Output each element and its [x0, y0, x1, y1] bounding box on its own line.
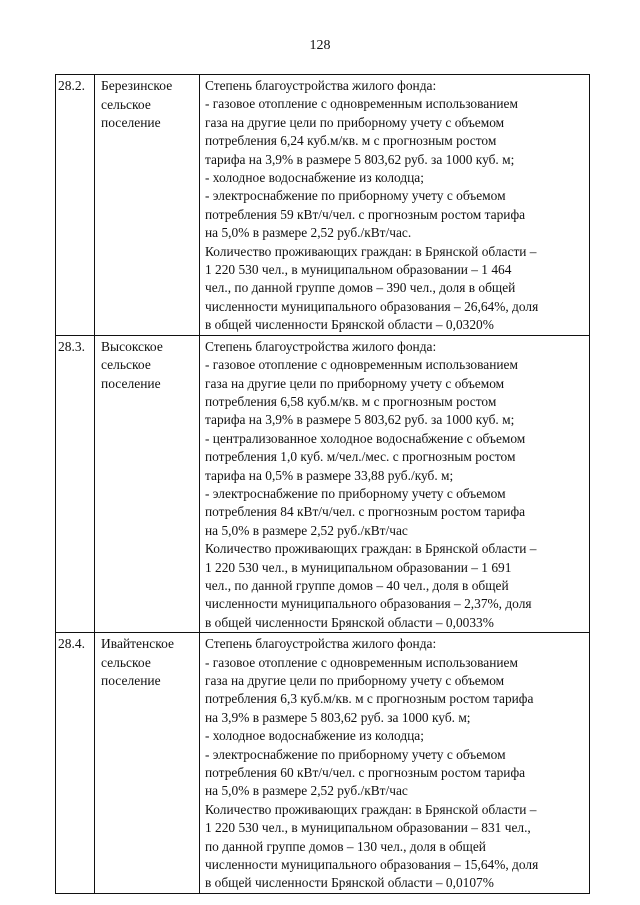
- description-line: чел., по данной группе домов – 40 чел., доля в общей: [205, 577, 509, 593]
- description-line: на 5,0% в размере 2,52 руб./кВт/час: [205, 522, 408, 538]
- description-line: - холодное водоснабжение из колодца;: [205, 728, 424, 744]
- settlement-name-cell: [95, 633, 200, 894]
- description-line: потребления 59 кВт/ч/чел. с прогнозным ростом тарифа: [205, 206, 526, 222]
- description-line: 1 220 530 чел., в муниципальном образовании – 1 464: [205, 262, 512, 278]
- description-line: тарифа на 3,9% в размере 5 803,62 руб. за 1000 куб. м;: [205, 412, 515, 428]
- settlement-name-line: поселение: [101, 375, 161, 391]
- row-number-cell: [56, 335, 95, 633]
- table-row: [56, 633, 590, 894]
- description-line: в общей численности Брянской области – 0,0107%: [205, 875, 494, 891]
- description-line: в общей численности Брянской области – 0,0033%: [205, 614, 494, 630]
- description-line: в общей численности Брянской области – 0,0320%: [205, 317, 494, 333]
- description-line: Степень благоустройства жилого фонда:: [205, 636, 437, 652]
- settlement-name-line: поселение: [101, 115, 161, 130]
- table-row: [56, 75, 590, 336]
- description-cell: [200, 75, 590, 336]
- row-number: 28.3.: [58, 338, 85, 354]
- settlement-name-line: Высокское: [101, 338, 163, 354]
- description-line: газа на другие цели по приборному учету с объемом: [205, 673, 505, 688]
- page-number: 128: [309, 38, 331, 53]
- description-line: 1 220 530 чел., в муниципальном образовании – 831 чел.,: [205, 820, 531, 836]
- description-line: - электроснабжение по приборному учету с объемом: [205, 485, 506, 501]
- description-line: потребления 6,3 куб.м/кв. м с прогнозным ростом тарифа: [205, 691, 534, 707]
- settlement-name-cell: [95, 75, 200, 336]
- settlement-name-line: сельское: [101, 357, 151, 373]
- settlement-name: [95, 633, 199, 691]
- description-line: потребления 84 кВт/ч/чел. с прогнозным ростом тарифа: [205, 504, 526, 520]
- settlement-name-line: Березинское: [101, 78, 173, 93]
- description-line: потребления 6,24 куб.м/кв. м с прогнозным ростом: [205, 133, 497, 149]
- table-row: [56, 335, 590, 633]
- description-line: на 5,0% в размере 2,52 руб./кВт/час.: [205, 225, 412, 241]
- description-line: на 5,0% в размере 2,52 руб./кВт/час: [205, 783, 408, 799]
- row-number-cell: [56, 633, 95, 894]
- table-body: [56, 75, 590, 894]
- description-line: на 3,9% в размере 5 803,62 руб. за 1000 куб. м;: [205, 709, 471, 725]
- settlement-name-line: поселение: [101, 673, 161, 689]
- settlement-name-cell: [95, 335, 200, 633]
- description-line: потребления 1,0 куб. м/чел./мес. с прогнозным ростом: [205, 449, 516, 465]
- settlement-name: [95, 75, 199, 133]
- description-line: 1 220 530 чел., в муниципальном образовании – 1 691: [205, 559, 512, 575]
- description-cell: [200, 335, 590, 633]
- description-line: газа на другие цели по приборному учету с объемом: [205, 114, 505, 130]
- row-number: 28.2.: [58, 78, 85, 93]
- description-line: Степень благоустройства жилого фонда:: [205, 78, 437, 93]
- description-line: Количество проживающих граждан: в Брянской области –: [205, 243, 537, 259]
- description-line: численности муниципального образования – 15,64%, доля: [205, 857, 539, 873]
- settlement-name: [95, 336, 199, 394]
- description-line: - централизованное холодное водоснабжение с объемом: [205, 430, 526, 446]
- description-line: - электроснабжение по приборному учету с объемом: [205, 188, 506, 204]
- description-cell: [200, 633, 590, 894]
- description-line: Степень благоустройства жилого фонда:: [205, 338, 437, 354]
- description-text: [200, 75, 589, 335]
- settlement-name-line: Ивайтенское: [101, 636, 175, 652]
- description-line: потребления 60 кВт/ч/чел. с прогнозным ростом тарифа: [205, 765, 526, 781]
- settlements-table: [55, 74, 590, 894]
- settlement-name-line: сельское: [101, 654, 151, 670]
- description-line: - газовое отопление с одновременным использованием: [205, 96, 518, 112]
- description-line: - газовое отопление с одновременным использованием: [205, 654, 518, 670]
- row-number: 28.4.: [58, 636, 85, 652]
- description-line: численности муниципального образования – 26,64%, доля: [205, 298, 539, 314]
- description-line: потребления 6,58 куб.м/кв. м с прогнозным ростом: [205, 393, 497, 409]
- description-text: [200, 336, 589, 633]
- description-line: чел., по данной группе домов – 390 чел., доля в общей: [205, 280, 516, 296]
- row-number-cell: [56, 75, 95, 336]
- description-line: - электроснабжение по приборному учету с объемом: [205, 746, 506, 762]
- description-line: Количество проживающих граждан: в Брянской области –: [205, 541, 537, 557]
- description-line: численности муниципального образования – 2,37%, доля: [205, 596, 532, 612]
- settlement-name-line: сельское: [101, 96, 151, 112]
- description-line: тарифа на 0,5% в размере 33,88 руб./куб. м;: [205, 467, 454, 483]
- description-line: - газовое отопление с одновременным использованием: [205, 357, 518, 373]
- description-line: газа на другие цели по приборному учету с объемом: [205, 375, 505, 391]
- description-line: тарифа на 3,9% в размере 5 803,62 руб. за 1000 куб. м;: [205, 151, 515, 167]
- description-line: по данной группе домов – 130 чел., доля в общей: [205, 838, 486, 854]
- description-line: Количество проживающих граждан: в Брянской области –: [205, 801, 537, 817]
- description-line: - холодное водоснабжение из колодца;: [205, 170, 424, 186]
- description-text: [200, 633, 589, 893]
